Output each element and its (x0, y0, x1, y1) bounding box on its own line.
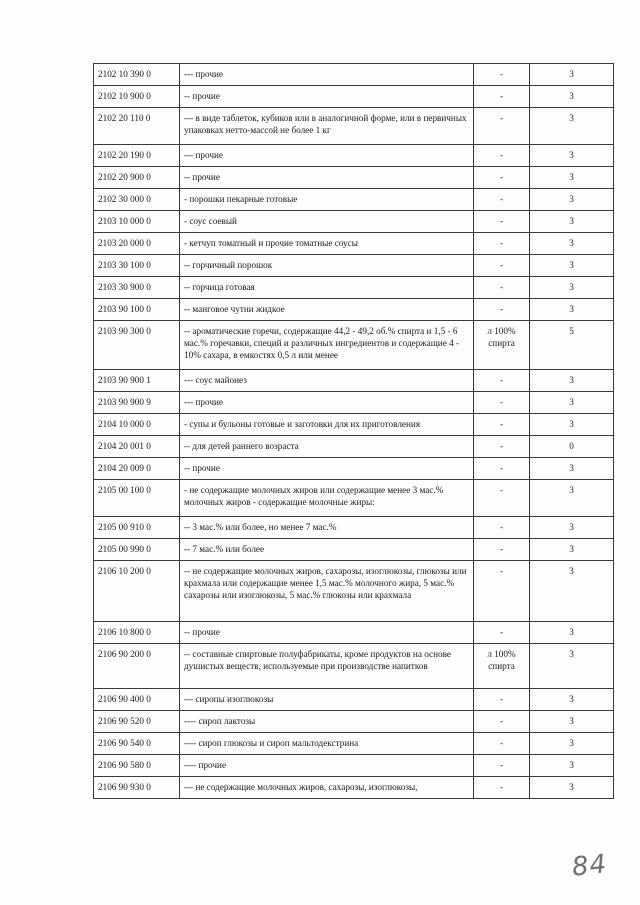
table-row (94, 145, 614, 167)
description-cell: -- прочие (180, 622, 474, 644)
description-cell: -- не содержащие молочных жиров, сахарозы, изоглюкозы, глюкозы или крахмала или содержащие менее 1,5 мас.% молочного жира, 5 мас.% сахарозы или изоглюкозы, 5 мас.% глюкозы или крахмала (180, 561, 474, 622)
code-cell: 2103 90 900 9 (94, 392, 180, 414)
table-row (94, 711, 614, 733)
code-cell: 2106 90 200 0 (94, 644, 180, 689)
description-cell: - соус соевый (180, 211, 474, 233)
code-cell: 2106 10 800 0 (94, 622, 180, 644)
unit-cell: - (474, 64, 530, 86)
table-row (94, 733, 614, 755)
rate-cell: 3 (530, 255, 614, 277)
code-cell: 2106 90 520 0 (94, 711, 180, 733)
description-cell: -- составные спиртовые полуфабрикаты, кроме продуктов на основе душистых веществ, используемые при производстве напитков (180, 644, 474, 689)
code-cell: 2104 20 009 0 (94, 458, 180, 480)
rate-cell: 3 (530, 622, 614, 644)
description-cell: --- в виде таблеток, кубиков или в аналогичной форме, или в первичных упаковках нетто-массой не более 1 кг (180, 108, 474, 145)
unit-cell: - (474, 733, 530, 755)
unit-cell: - (474, 233, 530, 255)
table-row (94, 370, 614, 392)
rate-cell: 3 (530, 755, 614, 777)
table-row (94, 86, 614, 108)
description-cell: - супы и бульоны готовые и заготовки для их приготовления (180, 414, 474, 436)
table-row (94, 233, 614, 255)
table-row (94, 64, 614, 86)
tariff-table-body (94, 64, 614, 799)
code-cell: 2102 30 000 0 (94, 189, 180, 211)
unit-cell: - (474, 299, 530, 321)
description-cell: --- соус майонез (180, 370, 474, 392)
table-row (94, 277, 614, 299)
rate-cell: 0 (530, 436, 614, 458)
unit-cell: - (474, 755, 530, 777)
table-row (94, 689, 614, 711)
rate-cell: 5 (530, 321, 614, 370)
code-cell: 2106 90 400 0 (94, 689, 180, 711)
code-cell: 2103 30 100 0 (94, 255, 180, 277)
description-cell: --- сиропы изоглюкозы (180, 689, 474, 711)
unit-cell: - (474, 189, 530, 211)
code-cell: 2103 20 000 0 (94, 233, 180, 255)
unit-cell: - (474, 370, 530, 392)
unit-cell: - (474, 436, 530, 458)
description-cell: -- 7 мас.% или более (180, 539, 474, 561)
table-row (94, 480, 614, 517)
unit-cell: - (474, 561, 530, 622)
unit-cell: л 100% спирта (474, 321, 530, 370)
rate-cell: 3 (530, 189, 614, 211)
code-cell: 2104 10 000 0 (94, 414, 180, 436)
unit-cell: - (474, 414, 530, 436)
unit-cell: - (474, 255, 530, 277)
rate-cell: 3 (530, 733, 614, 755)
unit-cell: - (474, 167, 530, 189)
table-row (94, 436, 614, 458)
unit-cell: л 100% спирта (474, 644, 530, 689)
table-row (94, 414, 614, 436)
description-cell: ---- прочие (180, 755, 474, 777)
code-cell: 2103 10 000 0 (94, 211, 180, 233)
description-cell: -- 3 мас.% или более, но менее 7 мас.% (180, 517, 474, 539)
table-row (94, 321, 614, 370)
description-cell: - не содержащие молочных жиров или содержащие менее 3 мас.% молочных жиров - содержащие молочные жиры: (180, 480, 474, 517)
table-row (94, 167, 614, 189)
code-cell: 2106 10 200 0 (94, 561, 180, 622)
code-cell: 2105 00 910 0 (94, 517, 180, 539)
unit-cell: - (474, 86, 530, 108)
table-row (94, 755, 614, 777)
rate-cell: 3 (530, 480, 614, 517)
description-cell: -- для детей раннего возраста (180, 436, 474, 458)
table-row (94, 392, 614, 414)
description-cell: -- прочие (180, 167, 474, 189)
table-row (94, 644, 614, 689)
table-row (94, 777, 614, 799)
code-cell: 2102 20 190 0 (94, 145, 180, 167)
description-cell: - порошки пекарные готовые (180, 189, 474, 211)
rate-cell: 3 (530, 458, 614, 480)
rate-cell: 3 (530, 277, 614, 299)
table-row (94, 622, 614, 644)
table-row (94, 255, 614, 277)
description-cell: --- не содержащие молочных жиров, сахарозы, изоглюкозы, (180, 777, 474, 799)
unit-cell: - (474, 711, 530, 733)
code-cell: 2102 10 390 0 (94, 64, 180, 86)
table-row (94, 539, 614, 561)
unit-cell: - (474, 211, 530, 233)
description-cell: -- ароматические горечи, содержащие 44,2 - 49,2 об.% спирта и 1,5 - 6 мас.% горечавки, специй и различных ингредиентов и содержащие 4 - 10% сахара, в емкостях 0,5 л или менее (180, 321, 474, 370)
description-cell: -- прочие (180, 86, 474, 108)
unit-cell: - (474, 689, 530, 711)
code-cell: 2103 90 300 0 (94, 321, 180, 370)
code-cell: 2106 90 580 0 (94, 755, 180, 777)
rate-cell: 3 (530, 370, 614, 392)
rate-cell: 3 (530, 539, 614, 561)
code-cell: 2105 00 990 0 (94, 539, 180, 561)
code-cell: 2104 20 001 0 (94, 436, 180, 458)
unit-cell: - (474, 145, 530, 167)
rate-cell: 3 (530, 517, 614, 539)
unit-cell: - (474, 392, 530, 414)
description-cell: -- манговое чутни жидкое (180, 299, 474, 321)
code-cell: 2102 10 900 0 (94, 86, 180, 108)
table-row (94, 299, 614, 321)
rate-cell: 3 (530, 414, 614, 436)
description-cell: -- горчица готовая (180, 277, 474, 299)
table-row (94, 517, 614, 539)
rate-cell: 3 (530, 167, 614, 189)
table-row (94, 561, 614, 622)
code-cell: 2106 90 540 0 (94, 733, 180, 755)
table-row (94, 108, 614, 145)
rate-cell: 3 (530, 561, 614, 622)
tariff-table (93, 63, 614, 799)
table-row (94, 458, 614, 480)
unit-cell: - (474, 622, 530, 644)
code-cell: 2103 90 100 0 (94, 299, 180, 321)
rate-cell: 3 (530, 711, 614, 733)
description-cell: ---- сироп лактозы (180, 711, 474, 733)
rate-cell: 3 (530, 64, 614, 86)
unit-cell: - (474, 539, 530, 561)
description-cell: -- горчичный порошок (180, 255, 474, 277)
rate-cell: 3 (530, 145, 614, 167)
table-row (94, 189, 614, 211)
rate-cell: 3 (530, 211, 614, 233)
description-cell: -- прочие (180, 458, 474, 480)
description-cell: --- прочие (180, 145, 474, 167)
rate-cell: 3 (530, 777, 614, 799)
code-cell: 2106 90 930 0 (94, 777, 180, 799)
rate-cell: 3 (530, 644, 614, 689)
code-cell: 2103 90 900 1 (94, 370, 180, 392)
unit-cell: - (474, 277, 530, 299)
rate-cell: 3 (530, 689, 614, 711)
unit-cell: - (474, 108, 530, 145)
rate-cell: 3 (530, 233, 614, 255)
description-cell: ---- сироп глюкозы и сироп мальтодекстрина (180, 733, 474, 755)
unit-cell: - (474, 480, 530, 517)
rate-cell: 3 (530, 86, 614, 108)
code-cell: 2102 20 110 0 (94, 108, 180, 145)
description-cell: - кетчуп томатный и прочие томатные соусы (180, 233, 474, 255)
rate-cell: 3 (530, 299, 614, 321)
description-cell: --- прочие (180, 392, 474, 414)
unit-cell: - (474, 777, 530, 799)
handwritten-page-number: 84 (570, 849, 609, 883)
rate-cell: 3 (530, 108, 614, 145)
rate-cell: 3 (530, 392, 614, 414)
code-cell: 2103 30 900 0 (94, 277, 180, 299)
code-cell: 2105 00 100 0 (94, 480, 180, 517)
code-cell: 2102 20 900 0 (94, 167, 180, 189)
table-row (94, 211, 614, 233)
unit-cell: - (474, 458, 530, 480)
description-cell: --- прочие (180, 64, 474, 86)
unit-cell: - (474, 517, 530, 539)
